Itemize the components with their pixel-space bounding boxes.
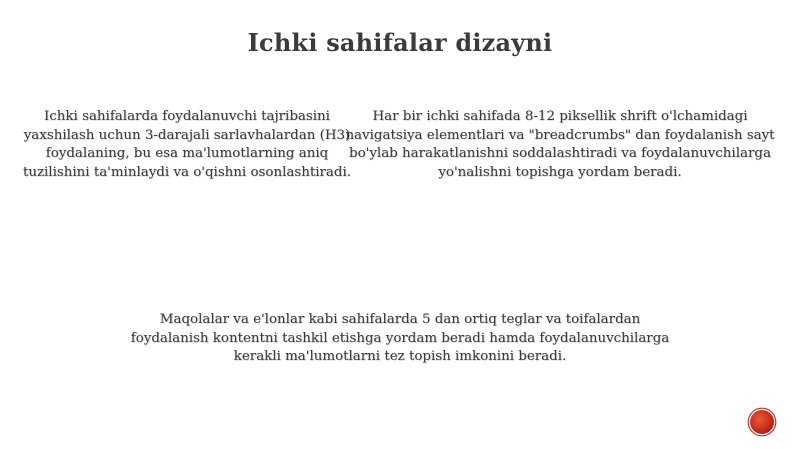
next-slide-button[interactable]	[747, 407, 777, 437]
circle-nav-icon	[747, 407, 777, 437]
text-block-bottom: Maqolalar va e'lonlar kabi sahifalarda 5 dan ortiq teglar va toifalardan foydalanish kontentni tashkil etishga yordam beradi hamda foydalanuvchilarga kerakli ma'lumotlarni tez topish imkonini beradi.	[130, 312, 670, 364]
text-block-left: Ichki sahifalarda foydalanuvchi tajribasini yaxshilash uchun 3-darajali sarlavhalardan (H3) foydalaning, bu esa ma'lumotlarning aniq tuzilishini ta'minlaydi va o'qishni osonlashtiradi.	[22, 109, 352, 180]
text-block-right: Har bir ichki sahifada 8-12 piksellik shrift o'lchamidagi navigatsiya elementlari va "breadcrumbs" dan foydalanish sayt bo'ylab harakatlanishni soddalashtiradi va foydalanuvchilarga yo'nalishni topishga yordam beradi.	[345, 109, 775, 180]
slide-title: Ichki sahifalar dizayni	[247, 28, 553, 57]
